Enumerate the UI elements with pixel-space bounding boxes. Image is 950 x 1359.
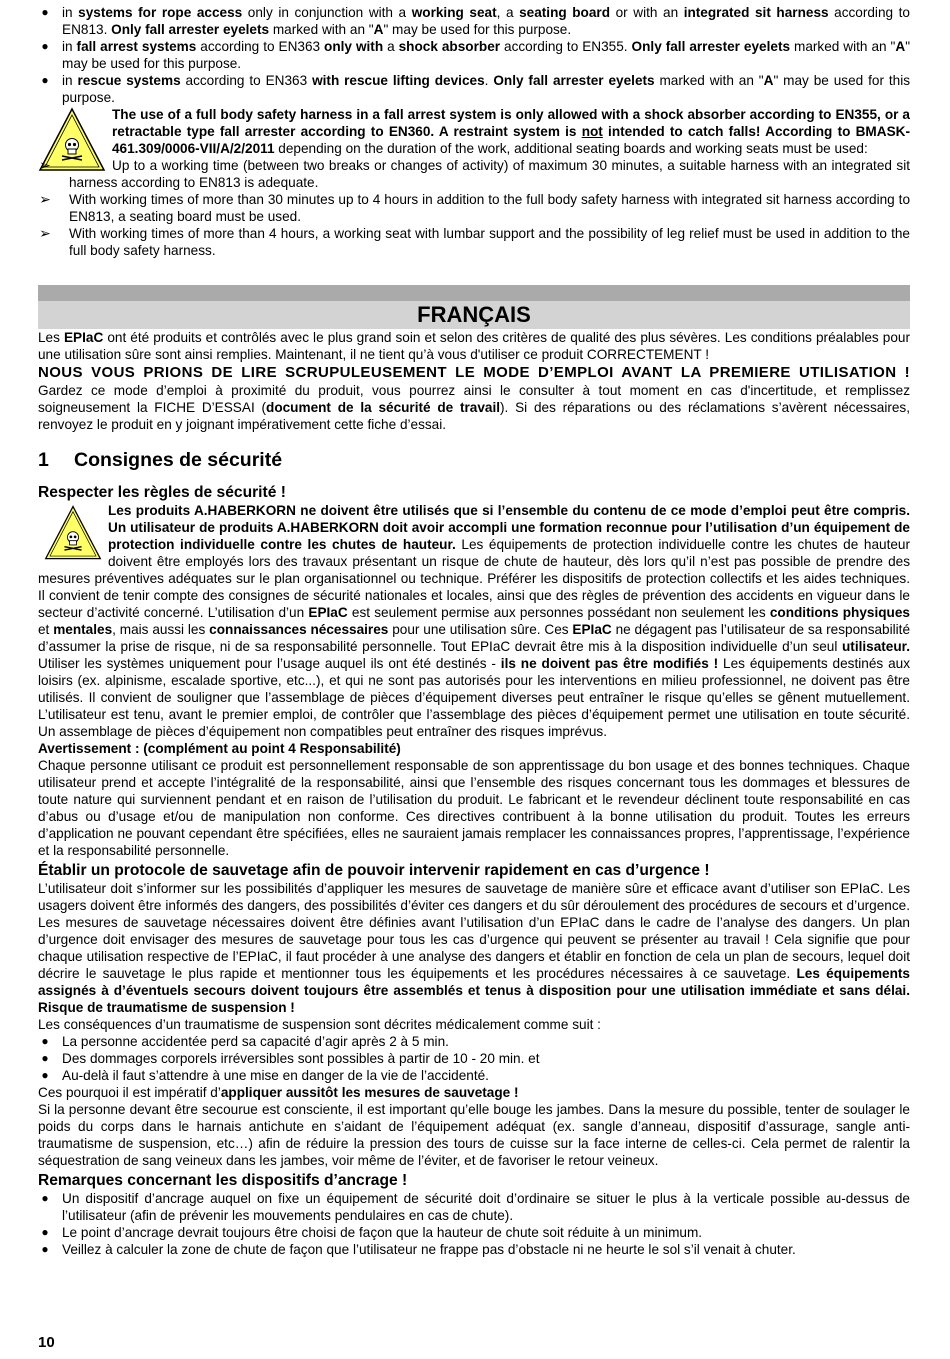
text-run: shock absorber	[398, 39, 501, 54]
text-run: seating board	[519, 5, 611, 20]
text-run: working seat	[411, 5, 497, 20]
chapter-title: Consignes de sécurité	[74, 449, 283, 471]
text-run: " may be used for this purpose.	[62, 73, 911, 105]
text-run: " may be used for this purpose.	[383, 22, 572, 37]
text-run: in	[62, 5, 79, 20]
text-run: A	[373, 22, 384, 37]
text-run: " may be used for this purpose.	[62, 39, 911, 71]
fr-rules-text	[38, 502, 910, 740]
text-run: Les équipements de protection individuelle contre les chutes de hauteur doivent être employés lors des travaux présentant un risque de chute de hauteur, dès lors qu’il n’est pas possible de prendre des mesures préventives adéquates sur le plan organisationnel ou technique. Préférer les dispositifs de protection collectifs et les aides techniques. Il convient de tenir compte des consignes de sécurité nationales et locales, ainsi que des règles de prévention des accidents en vigueur dans le secteur d’activité concerné. L’utilisation d’un	[38, 537, 910, 620]
text-run: systems for rope access	[78, 5, 243, 20]
list-item	[38, 72, 910, 106]
fr-trauma-intro: Les conséquences d’un traumatisme de suspension sont décrites médicalement comme suit :	[38, 1017, 601, 1032]
text-run: mentales	[53, 622, 113, 637]
text-run: L’utilisateur doit s’informer sur les possibilités d’appliquer les mesures de sauvetage de manière sûre et efficace avant d’utiliser son EPIaC. Les usagers doivent être informés des dangers, des possibilités d’éviter ces dangers et du sûr déroulement des procédures de secours et d’urgence. Les mesures de sauvetage nécessaires doivent être définies avant l’utilisation d’un EPIaC dans le cadre de l’analyse des dangers. Un plan d’urgence doit envisager des mesures de sauvetage pour tous les cas d’urgence qui peuvent se présenter au travail ! Cela signifie que pour chaque utilisation respective de l’EPIaC, il faut procéder à une analyse des dangers et établir en fonction de cela un plan de secours, lequel doit décrire le sauvetage le plus rapide et mentionner tous les équipements et les procédures nécessaires à ce sauvetage.	[38, 881, 910, 981]
list-item-text: Au-delà il faut s’attendre à une mise en danger de la vie de l’accidenté.	[62, 1068, 489, 1083]
heading-rules: Respecter les règles de sécurité !	[38, 484, 286, 501]
text-run: integrated sit harness	[683, 5, 829, 20]
text-run: according to EN363	[180, 73, 313, 88]
list-item-text: Un dispositif d’ancrage auquel on fixe un équipement de sécurité doit d’ordinaire se situer le plus à la verticale possible au-dessus de l’utilisateur (afin de prévenir les mouvements pendulaires en cas de chute).	[62, 1191, 910, 1223]
text-run: or with an	[610, 5, 684, 20]
text-run: ne dégagent pas l’utilisateur de sa responsabilité d’assumer la prise de risque, ni de sa responsabilité personnelle. Tout EPIaC devrait être mis à la disposition individuelle d’un seul	[38, 622, 911, 654]
text-run: ont été produits et contrôlés avec le plus grand soin et selon des critères de qualité des plus sévères. Les conditions préalables pour une utilisation sûre sont ainsi remplies. Maintenant, il ne tient qu’à vous d'utiliser ce produit CORRECTEMENT !	[38, 330, 910, 362]
text-run: document de la sécurité de travail	[266, 400, 501, 415]
text-run: Utiliser les systèmes uniquement pour l’usage auquel ils ont été destinés -	[38, 656, 501, 671]
text-run: conditions physiques	[769, 605, 910, 620]
text-run: ils ne doivent pas être modifiés !	[500, 656, 719, 671]
text-run: Only fall arrester eyelets	[493, 73, 655, 88]
text-run: utilisateur.	[842, 639, 910, 654]
list-item	[38, 1067, 910, 1084]
text-run: NOUS VOUS PRIONS DE LIRE SCRUPULEUSEMENT LE MODE D’EMPLOI AVANT LA PREMIERE UTILISATION !	[38, 364, 910, 381]
text-run: depending on the duration of the work, additional seating boards and working seats must be used:	[274, 141, 868, 156]
text-run: Les équipements assignés à d’éventuels secours doivent toujours être assemblés et tenus à disposition pour une utilisation immédiate et sans délai. Risque de traumatisme de suspension !	[38, 966, 910, 1015]
fr-trauma-after	[38, 1084, 910, 1101]
bullet-dot: ●	[41, 1191, 49, 1205]
list-item	[38, 225, 910, 259]
list-item-text: Veillez à calculer la zone de chute de façon que l’utilisateur ne frappe pas d’obstacle ni ne heurte le sol s’il venait à chuter.	[62, 1242, 796, 1257]
fr-conscious-text: Si la personne devant être secourue est consciente, il est important qu’elle bouge les jambes. Dans la mesure du possible, tenter de soulager le poids du corps dans le harnais antichute en s’aidant de l’équipement adéquat (ex. sangle d’anneau, dispositif d’assurage, sangle anti-traumatisme de suspension, etc…) afin de réduire la pression des tours de cuisse sur la face interne de celles-ci. Cela permet de ralentir la séquestration de sang veineux dans les jambes, voir même de l’éviter, et de favoriser le retour veineux.	[38, 1102, 910, 1168]
heading-warning: Avertissement : (complément au point 4 Responsabilité)	[38, 741, 401, 756]
text-run: according to EN363	[196, 39, 325, 54]
text-run: , mais aussi les	[112, 622, 210, 637]
fr-rescue-text	[38, 880, 910, 1016]
en-usage-list	[38, 4, 910, 106]
en-worktime-list	[38, 157, 910, 259]
list-item	[38, 1224, 910, 1241]
list-item-text: With working times of more than 30 minutes up to 4 hours in addition to the full body safety harness with integrated sit harness according to EN813, a seating board must be used.	[69, 192, 910, 224]
list-item-text	[62, 5, 910, 37]
text-run: only with	[324, 39, 384, 54]
text-run: Only fall arrester eyelets	[111, 22, 270, 37]
text-run: not	[581, 124, 603, 139]
fr-anchor-list	[38, 1190, 910, 1258]
section-divider	[38, 285, 910, 301]
text-run: .	[484, 73, 494, 88]
bullet-dot: ●	[41, 39, 49, 53]
list-item	[38, 1050, 910, 1067]
list-item	[38, 157, 910, 191]
list-item-text: Des dommages corporels irréversibles sont possibles à partir de 10 - 20 min. et	[62, 1051, 540, 1066]
text-run: , a	[496, 5, 520, 20]
text-run: Gardez ce mode d’emploi à proximité du produit, vous pourrez ainsi le consulter à tout moment en cas d'incertitude, et remplissez soigneusement la FICHE D’ESSAI (	[38, 383, 910, 415]
en-warning-block	[38, 106, 910, 157]
heading-anchor: Remarques concernant les dispositifs d’ancrage !	[38, 1172, 408, 1189]
text-run: marked with an "	[654, 73, 764, 88]
text-run: connaissances nécessaires	[209, 622, 389, 637]
list-item	[38, 1190, 910, 1224]
fr-intro-instructions	[38, 363, 910, 433]
bullet-dot: ●	[41, 1051, 49, 1065]
text-run: appliquer aussitôt les mesures de sauvetage !	[220, 1085, 519, 1100]
text-run: marked with an "	[269, 22, 374, 37]
text-run: a	[383, 39, 399, 54]
text-run: est seulement permise aux personnes possédant non seulement les	[347, 605, 770, 620]
text-run: marked with an "	[790, 39, 896, 54]
text-run: Ces pourquoi il est impératif d’	[38, 1085, 221, 1100]
arrow-bullet: ➢	[39, 225, 51, 241]
warning-skull-icon	[44, 504, 102, 562]
section-title-francais: FRANÇAIS	[38, 301, 910, 329]
fr-warning-text: Chaque personne utilisant ce produit est personnellement responsable de son apprentissage du bon usage et des bonnes techniques. Chaque utilisateur prend et accepte l’intégralité de la responsabilité, ainsi que l’ensemble des risques concernant tous les dommages et blessures de toute nature qui surviennent pendant et en raison de l’utilisation du produit. Le fabricant et le revendeur déclinent toute responsabilité en cas d’abus ou d’usage et/ou de manipulation non conforme. Ces directives contribuent à la bonne utilisation du produit. Toutes les erreurs d’application ne pouvant cependant être spécifiées, elles ne sauraient jamais remplacer les connaissances propres, l’apprentissage, l’expérience et la responsabilité personnelle.	[38, 758, 910, 858]
manual-page	[38, 4, 910, 1258]
list-item	[38, 191, 910, 225]
bullet-dot: ●	[41, 1034, 49, 1048]
heading-rescue: Établir un protocole de sauvetage afin de pouvoir intervenir rapidement en cas d’urgence !	[38, 862, 710, 879]
text-run: intended to catch falls! According to BMASK-461.309/0006-VII/A/2/2011	[112, 124, 910, 156]
list-item-text: La personne accidentée perd sa capacité d’agir après 2 à 5 min.	[62, 1034, 449, 1049]
list-item-text	[62, 73, 910, 105]
text-run: with rescue lifting devices	[312, 73, 485, 88]
bullet-dot: ●	[41, 5, 49, 19]
list-item	[38, 1241, 910, 1258]
list-item-text	[62, 39, 910, 71]
text-run: EPIaC	[308, 605, 348, 620]
chapter-number: 1	[38, 449, 49, 471]
text-run: in	[62, 73, 78, 88]
text-run: The use of a full body safety harness in a fall arrest system is only allowed with a shock absorber according to EN355, or a retractable type fall arrester according to EN360. A restraint system is	[112, 107, 910, 139]
bullet-dot: ●	[41, 73, 49, 87]
bullet-dot: ●	[41, 1068, 49, 1082]
text-run: Les équipements destinés aux loisirs (ex. alpinisme, escalade sportive, etc...), et qui ne sont pas autorisés pour les interventions en milieu professionnel, ne doivent pas être utilisés. Il convient de souligner que l’assemblage de pièces d’équipement diverses peut entraîner le risque qu’elles se gênent mutuellement. L’utilisateur est tenu, avant le premier emploi, de contrôler que l’assemblage des pièces d’équipement permet une utilisation en toute sécurité. Un assemblage de pièces d’équipement non compatibles peut entraîner des risques imprévus.	[38, 656, 910, 739]
text-run: fall arrest systems	[76, 39, 197, 54]
text-run: in	[62, 39, 77, 54]
text-run: pour une utilisation sûre. Ces	[388, 622, 573, 637]
text-run: et	[38, 622, 54, 637]
text-run: EPIaC	[572, 622, 612, 637]
text-run: Les	[38, 330, 64, 345]
text-run: Only fall arrester eyelets	[631, 39, 791, 54]
arrow-bullet: ➢	[39, 191, 51, 207]
list-item	[38, 4, 910, 38]
text-run: ). Si des réparations ou des réclamations s’avèrent nécessaires, renvoyez le produit en y joignant impérativement cette fiche d’essai.	[38, 400, 910, 432]
bullet-dot: ●	[41, 1225, 49, 1239]
page-number: 10	[38, 1334, 55, 1351]
list-item	[38, 38, 910, 72]
arrow-bullet: ➢	[39, 157, 51, 173]
text-run: according to EN355.	[500, 39, 632, 54]
text-run: according to EN813.	[62, 5, 910, 37]
fr-rules-block	[38, 502, 910, 740]
text-run: A	[895, 39, 906, 54]
text-run: rescue systems	[77, 73, 181, 88]
text-run: A	[763, 73, 774, 88]
text-run: Les produits A.HABERKORN ne doivent être utilisés que si l’ensemble du contenu de ce mode d’emploi peut être compris. Un utilisateur de produits A.HABERKORN doit avoir accompli une formation reconnue pour l’utilisation d’un équipement de protection individuelle contre les chutes de hauteur.	[108, 503, 910, 552]
text-run: only in conjunction with a	[242, 5, 412, 20]
bullet-dot: ●	[41, 1242, 49, 1256]
list-item-text: Le point d’ancrage devrait toujours être choisi de façon que la hauteur de chute soit réduite à un minimum.	[62, 1225, 703, 1240]
list-item-text: With working times of more than 4 hours, a working seat with lumbar support and the possibility of leg relief must be used in addition to the full body safety harness.	[69, 226, 910, 258]
list-item-text: Up to a working time (between two breaks or changes of activity) of maximum 30 minutes, a suitable harness with an integrated sit harness according to EN813 is adequate.	[69, 158, 910, 190]
en-warning-text	[38, 106, 910, 157]
fr-intro	[38, 329, 910, 363]
chapter-heading	[38, 448, 910, 472]
text-run: EPIaC	[63, 330, 104, 345]
fr-trauma-list	[38, 1033, 910, 1084]
list-item	[38, 1033, 910, 1050]
